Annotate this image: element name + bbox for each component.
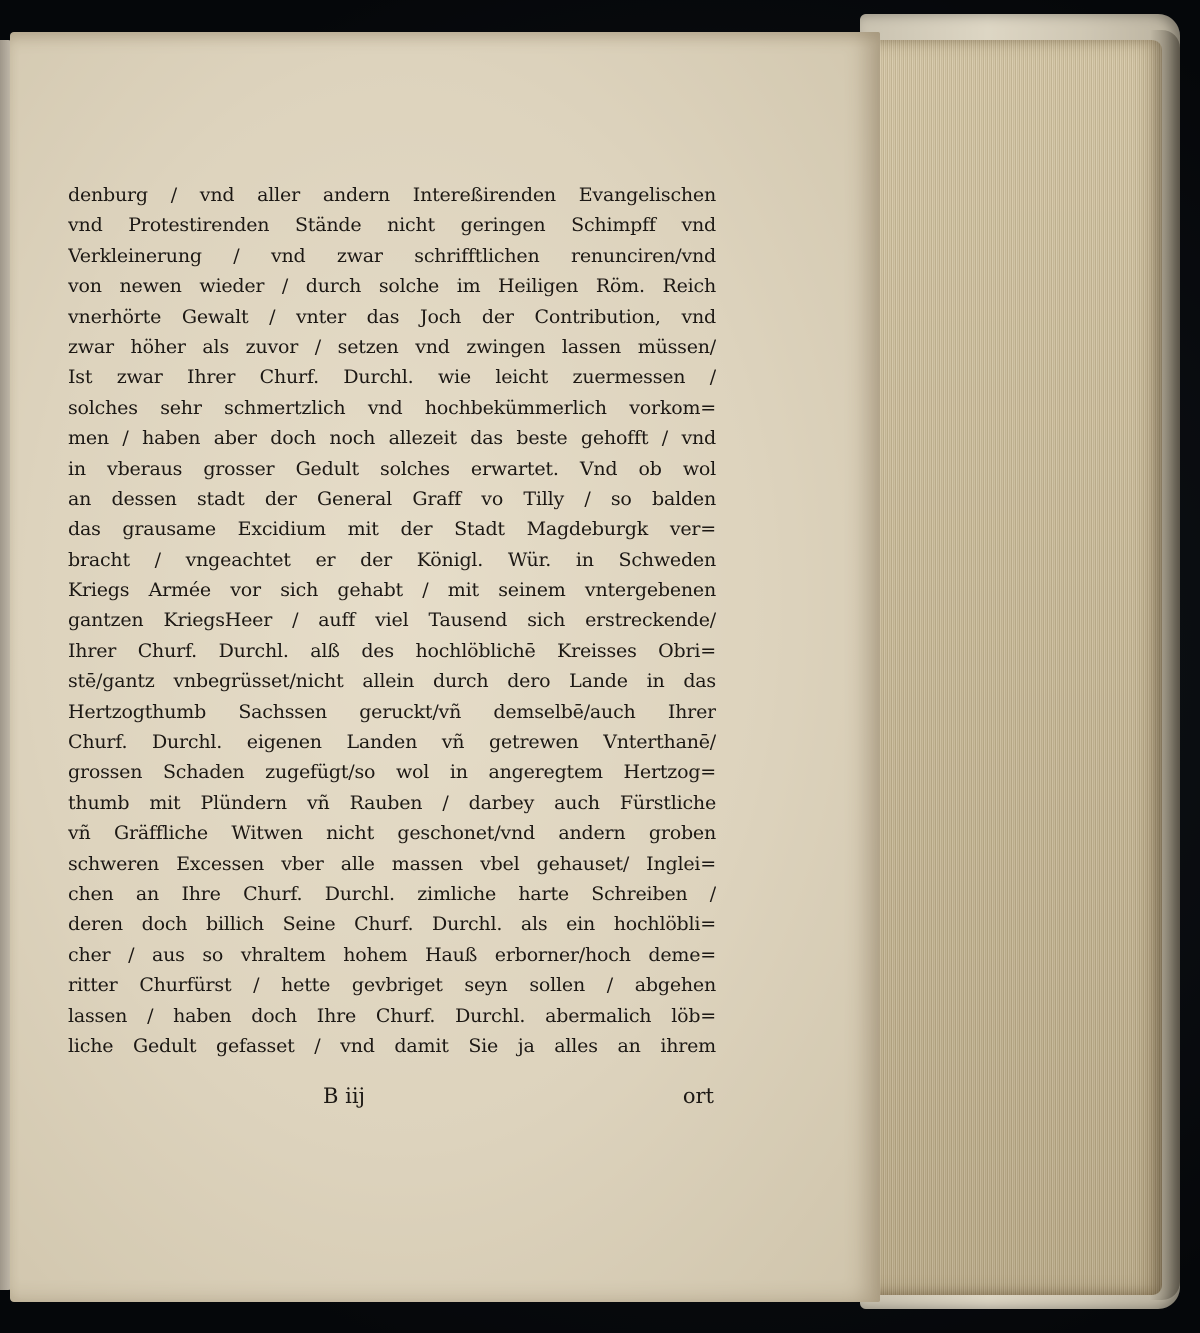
text-line: Churf. Durchl. eigenen Landen vñ getrewen Vnterthanē/ bbox=[68, 731, 716, 754]
text-line: in vberaus grosser Gedult solches erwartet. Vnd ob wol bbox=[68, 457, 716, 480]
text-line: Ist zwar Ihrer Churf. Durchl. wie leicht zuermessen / bbox=[68, 366, 716, 389]
text-line: thumb mit Plündern vñ Rauben / darbey auch Fürstliche bbox=[68, 791, 716, 814]
text-line: solches sehr schmertzlich vnd hochbekümmerlich vorkom= bbox=[68, 396, 716, 419]
page-footer bbox=[68, 1084, 718, 1118]
text-line: zwar höher als zuvor / setzen vnd zwingen lassen müssen/ bbox=[68, 335, 716, 358]
text-line: chen an Ihre Churf. Durchl. zimliche harte Schreiben / bbox=[68, 882, 716, 905]
page-stack-fore-edge bbox=[862, 40, 1162, 1295]
text-line: men / haben aber doch noch allezeit das beste gehofft / vnd bbox=[68, 427, 716, 450]
catchword: ort bbox=[682, 1084, 714, 1108]
text-line: Ihrer Churf. Durchl. alß des hochlöblichē Kreisses Obri= bbox=[68, 639, 716, 662]
text-line: schweren Excessen vber alle massen vbel gehauset/ Inglei= bbox=[68, 852, 716, 875]
text-line: ritter Churfürst / hette gevbriget seyn sollen / abgehen bbox=[68, 974, 716, 997]
text-line: Kriegs Armée vor sich gehabt / mit seinem vntergebenen bbox=[68, 579, 716, 602]
text-line: von newen wieder / durch solche im Heiligen Röm. Reich bbox=[68, 275, 716, 298]
text-line: lassen / haben doch Ihre Churf. Durchl. abermalich löb= bbox=[68, 1004, 716, 1027]
text-line: bracht / vngeachtet er der Königl. Wür. in Schweden bbox=[68, 548, 716, 571]
text-line: gantzen KriegsHeer / auff viel Tausend sich erstreckende/ bbox=[68, 609, 716, 632]
book-page bbox=[10, 32, 880, 1302]
text-line: liche Gedult gefasset / vnd damit Sie ja alles an ihrem bbox=[68, 1034, 716, 1057]
text-line: Verkleinerung / vnd zwar schrifftlichen renunciren/vnd bbox=[68, 244, 716, 267]
text-line: denburg / vnd aller andern Intereßirenden Evangelischen bbox=[68, 184, 716, 206]
text-line: Hertzogthumb Sachssen geruckt/vñ demselbē/auch Ihrer bbox=[68, 700, 716, 723]
text-line: vñ Gräffliche Witwen nicht geschonet/vnd andern groben bbox=[68, 822, 716, 845]
text-line: grossen Schaden zugefügt/so wol in angeregtem Hertzog= bbox=[68, 761, 716, 784]
text-line: deren doch billich Seine Churf. Durchl. als ein hochlöbli= bbox=[68, 913, 716, 936]
text-line: vnerhörte Gewalt / vnter das Joch der Contribution, vnd bbox=[68, 305, 716, 328]
text-line: stē/gantz vnbegrüsset/nicht allein durch dero Lande in das bbox=[68, 670, 716, 693]
text-line: das grausame Excidium mit der Stadt Magdeburgk ver= bbox=[68, 518, 716, 541]
text-line: an dessen stadt der General Graff vo Tilly / so balden bbox=[68, 487, 716, 510]
signature-mark: B iij bbox=[323, 1084, 366, 1108]
text-block bbox=[68, 180, 728, 1061]
cover-edge-shadow bbox=[1150, 30, 1180, 1300]
text-line: vnd Protestirenden Stände nicht geringen Schimpff vnd bbox=[68, 214, 716, 237]
text-line: cher / aus so vhraltem hohem Hauß erborner/hoch deme= bbox=[68, 943, 716, 966]
